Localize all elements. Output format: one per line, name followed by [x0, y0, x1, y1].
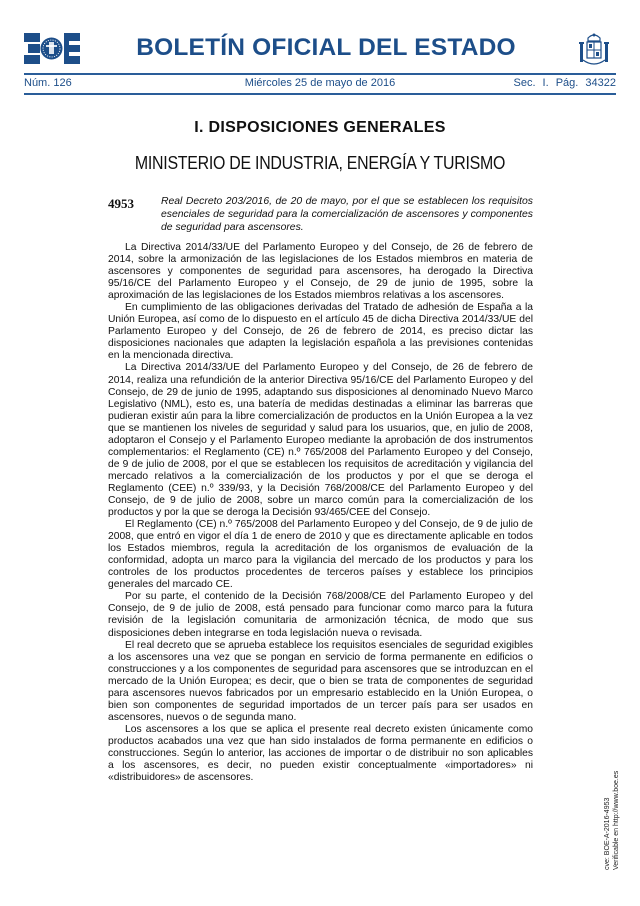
verification-link[interactable]: Verificable en http://www.boe.es	[613, 770, 620, 870]
header-top-rule	[24, 73, 616, 75]
ministry-title: MINISTERIO DE INDUSTRIA, ENERGÍA Y TURISMO	[134, 152, 506, 173]
section-title: I. DISPOSICIONES GENERALES	[194, 119, 446, 136]
site-title: BOLETÍN OFICIAL DEL ESTADO	[136, 34, 516, 61]
coat-of-arms-icon	[578, 32, 610, 68]
disposition-title: Real Decreto 203/2016, de 20 de mayo, por el que se establecen los requisitos esenciales de seguridad para la comercialización de ascensores y componentes de seguridad para ascensores.	[161, 196, 533, 233]
paragraph: En cumplimiento de las obligaciones derivadas del Tratado de adhesión de España a la Unión Europea, así como de lo dispuesto en el artículo 45 de dicha Directiva 2014/33/UE del Parlamento Europeo y del Consejo, de 26 de febrero de 2014, es preciso dictar las disposiciones nacionales que adapten la legislación española a las previsiones contenidas en la mencionada directiva.	[108, 302, 533, 362]
section-page: Sec. I. Pág. 34322	[513, 77, 616, 89]
header-bottom-rule	[24, 93, 616, 95]
document-body	[108, 242, 533, 784]
paragraph: La Directiva 2014/33/UE del Parlamento Europeo y del Consejo, de 26 de febrero de 2014, realiza una refundición de la anterior Directiva 95/16/CE del Parlamento Europeo y del Consejo, de 29 de junio de 1995, adaptando sus disposiciones al denominado Nuevo Marco Legislativo (NML), esto es, una batería de medidas destinadas a eliminar las barreras que pudieran existir aún para la libre comercialización de productos en la Unión Europea a la vez que se mantienen los niveles de seguridad y salud para los usuarios, que, en julio de 2008, adoptaron el Consejo y el Parlamento Europeo mediante la aprobación de dos instrumentos complementarios: el Reglamento (CE) n.º 765/2008 del Parlamento Europeo y del Consejo, de 9 de julio de 2008, por el que se establecen los requisitos de acreditación y vigilancia del mercado relativos a la comercialización de los productos y por el que se deroga el Reglamento (CEE) n.º 339/93, y la Decisión 768/2008/CE del Parlamento Europeo y del Consejo, de 9 de julio de 2008, sobre un marco común para la comercialización de los productos y por la que se deroga la Decisión 93/465/CEE del Consejo.	[108, 362, 533, 519]
publication-date: Miércoles 25 de mayo de 2016	[244, 77, 396, 89]
paragraph: Por su parte, el contenido de la Decisión 768/2008/CE del Parlamento Europeo y del Consejo, de 9 de julio de 2008, está pensado para funcionar como marco para la futura revisión de la legislación comunitaria de armonización técnica, de modo que sus disposiciones deben integrarse en toda legislación nueva o revisada.	[108, 591, 533, 639]
verification-note	[603, 670, 621, 870]
paragraph: El real decreto que se aprueba establece los requisitos esenciales de seguridad exigibles a los ascensores una vez que se pongan en servicio de forma permanente en edificios o construcciones y a los componentes de seguridad para ascensores que se introduzcan en el mercado de la Unión Europea; es decir, que o bien se trata de componentes de seguridad para ascensores nuevos fabricados por un empresario establecido en la Unión Europea, o bien son componentes de seguridad importados de un tercer país para ser usados en ascensores, nuevos o de segunda mano.	[108, 639, 533, 723]
paragraph: La Directiva 2014/33/UE del Parlamento Europeo y del Consejo, de 26 de febrero de 2014, sobre la armonización de las legislaciones de los Estados miembros en materia de ascensores y componentes de seguridad para ascensores, ha derogado la Directiva 95/16/CE del Parlamento Europeo y el Consejo, de 29 de junio de 1995, sobre la aproximación de las legislaciones de los Estados miembros relativas a los ascensores.	[108, 242, 533, 302]
cve-code: cve: BOE-A-2016-4953	[604, 797, 611, 870]
paragraph: Los ascensores a los que se aplica el presente real decreto existen únicamente como productos acabados una vez que han sido instalados de forma permanente en edificios o construcciones. Según lo anterior, las acciones de importar o de distribuir no son aplicables a los ascensores, es decir, no pueden existir conceptualmente «importadores» ni «distribuidores» de ascensores.	[108, 723, 533, 784]
issue-number: Núm. 126	[24, 77, 72, 89]
header-meta-row	[24, 77, 616, 91]
disposition-number: 4953	[108, 196, 134, 211]
paragraph: El Reglamento (CE) n.º 765/2008 del Parlamento Europeo y del Consejo, de 9 de julio de 2008, que entró en vigor el día 1 de enero de 2010 y que es directamente aplicable en todos los Estados miembros, regula la acreditación de los organismos de evaluación de la conformidad, adopta un marco para la vigilancia del mercado de los productos y para los controles de los productos procedentes de terceros países y establece los principios generales del marcado CE.	[108, 519, 533, 591]
